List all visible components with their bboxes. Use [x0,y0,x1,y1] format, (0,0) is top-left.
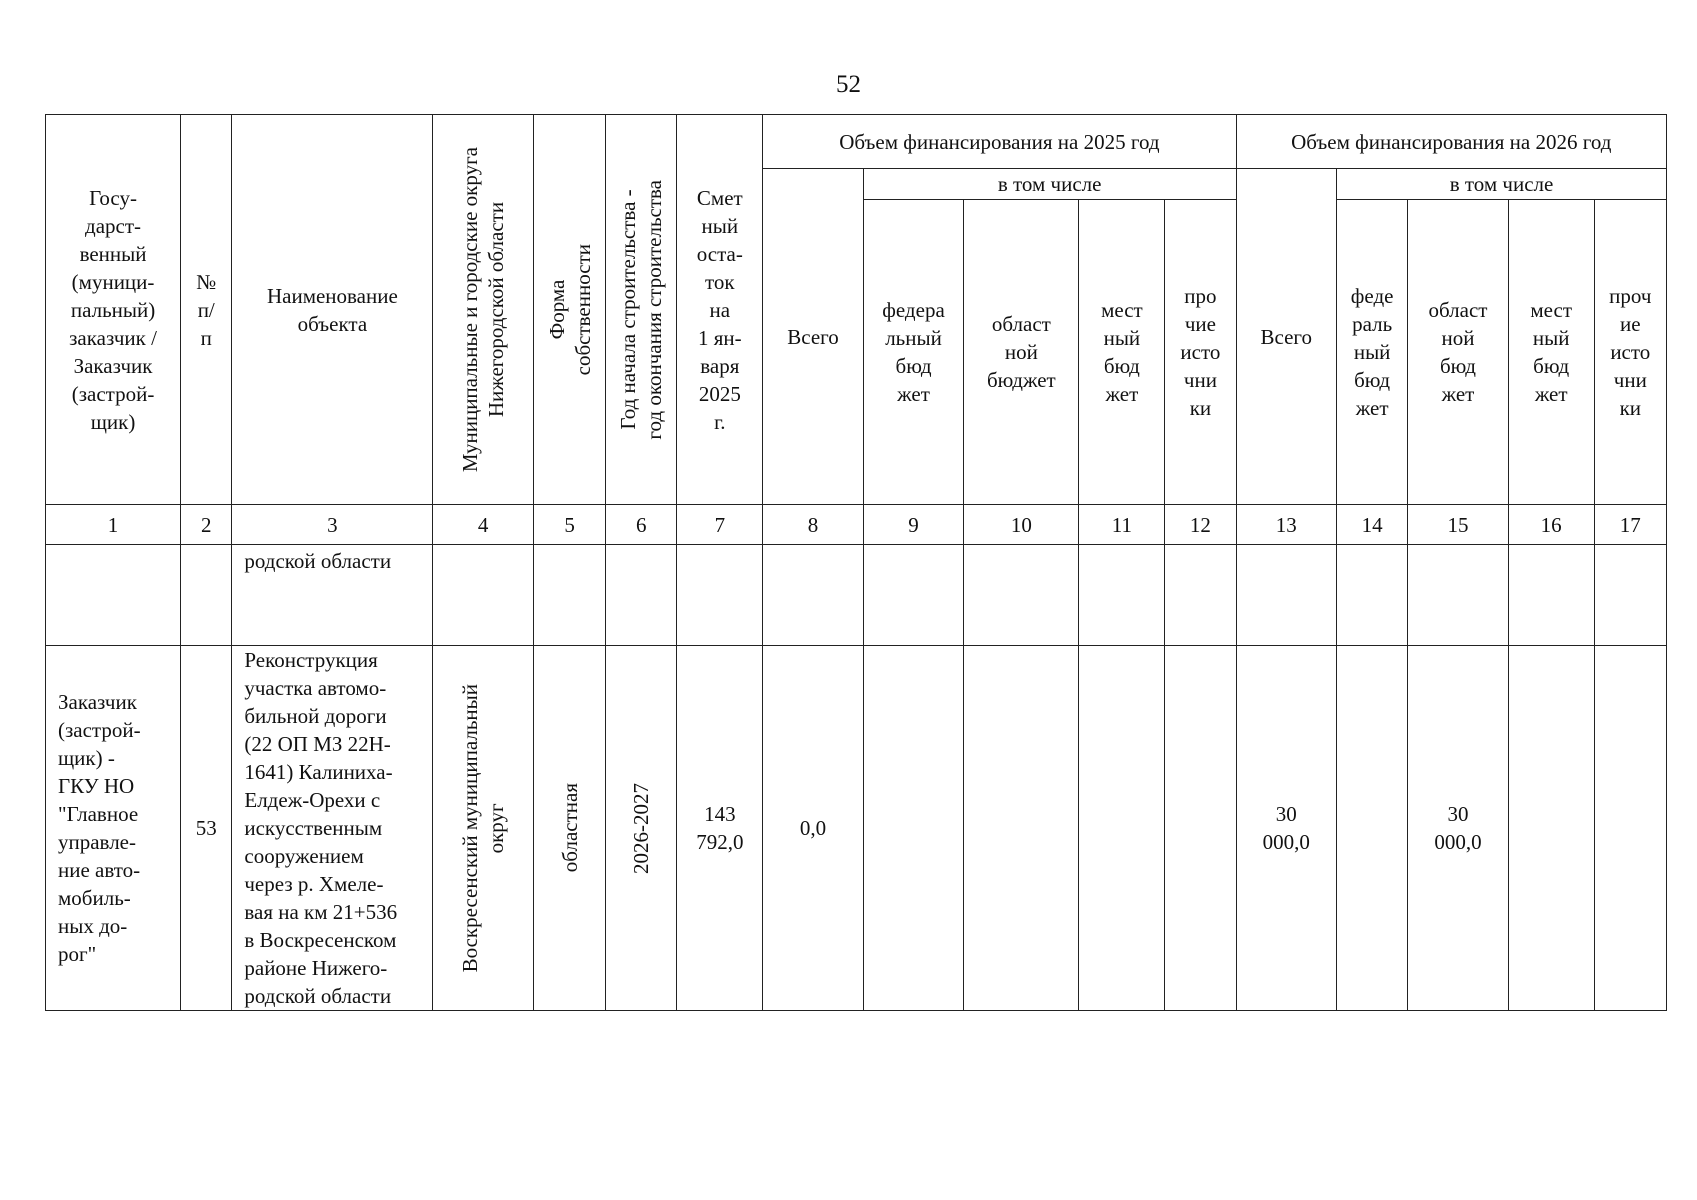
header-estimate: Смет ный оста- ток на 1 ян- варя 2025 г. [677,115,763,505]
header-local-2026: мест ный бюд жет [1508,200,1594,505]
header-local-2025: мест ный бюд жет [1079,200,1165,505]
cell-other-2026 [1594,646,1666,1011]
header-regional-2026: област ной бюд жет [1408,200,1509,505]
cell-empty [46,545,181,646]
cell-empty [1165,545,1236,646]
cell-empty [1594,545,1666,646]
header-years: Год начала строительства - год окончания строительства [606,115,677,505]
header-financing-2026: Объем финансирования на 2026 год [1236,115,1666,169]
column-number: 8 [763,505,864,545]
cell-local-2026 [1508,646,1594,1011]
column-number: 16 [1508,505,1594,545]
cell-object-name-continued: родской области [232,545,433,646]
column-number: 2 [181,505,232,545]
header-financing-2025: Объем финансирования на 2025 год [763,115,1236,169]
column-number: 3 [232,505,433,545]
cell-empty [533,545,605,646]
financing-table [45,114,1667,1011]
header-other-2025: про чие исто чни ки [1165,200,1236,505]
column-number-row [46,505,1667,545]
header-municipality: Муниципальные и городские округа Нижегородской области [433,115,534,505]
header-row-1 [46,115,1667,169]
header-total-2026: Всего [1236,169,1337,505]
column-number: 9 [863,505,964,545]
column-number: 14 [1337,505,1408,545]
header-other-2026: проч ие исто чни ки [1594,200,1666,505]
header-including-2025: в том числе [863,169,1236,200]
cell-empty [863,545,964,646]
cell-empty [433,545,534,646]
cell-years: 2026-2027 [606,646,677,1011]
cell-empty [181,545,232,646]
column-number: 4 [433,505,534,545]
cell-other-2025 [1165,646,1236,1011]
header-federal-2026: феде раль ный бюд жет [1337,200,1408,505]
cell-regional-2026: 30 000,0 [1408,646,1509,1011]
cell-empty [606,545,677,646]
column-number: 7 [677,505,763,545]
cell-estimate: 143 792,0 [677,646,763,1011]
header-ownership: Форма собственности [533,115,605,505]
header-customer: Госу- дарст- венный (муници- пальный) заказчик / Заказчик (застрой- щик) [46,115,181,505]
cell-ownership: областная [533,646,605,1011]
cell-total-2025: 0,0 [763,646,864,1011]
cell-total-2026: 30 000,0 [1236,646,1337,1011]
cell-empty [964,545,1079,646]
column-number: 11 [1079,505,1165,545]
column-number: 1 [46,505,181,545]
table-row [46,646,1667,1011]
cell-customer: Заказчик (застрой- щик) - ГКУ НО "Главное управле- ние авто- мобиль- ных до- рог" [46,646,181,1011]
cell-empty [763,545,864,646]
cell-regional-2025 [964,646,1079,1011]
table-row-continuation [46,545,1667,646]
column-number: 17 [1594,505,1666,545]
cell-empty [1236,545,1337,646]
header-regional-2025: област ной бюджет [964,200,1079,505]
cell-empty [1079,545,1165,646]
header-object-name: Наименование объекта [232,115,433,505]
column-number: 13 [1236,505,1337,545]
cell-local-2025 [1079,646,1165,1011]
column-number: 6 [606,505,677,545]
cell-empty [677,545,763,646]
cell-empty [1508,545,1594,646]
cell-federal-2026 [1337,646,1408,1011]
header-federal-2025: федера льный бюд жет [863,200,964,505]
column-number: 15 [1408,505,1509,545]
column-number: 12 [1165,505,1236,545]
page-number: 52 [836,71,861,98]
cell-federal-2025 [863,646,964,1011]
header-including-2026: в том числе [1337,169,1667,200]
column-number: 5 [533,505,605,545]
cell-municipality: Воскресенский муниципальный округ [433,646,534,1011]
cell-number: 53 [181,646,232,1011]
header-number: № п/ п [181,115,232,505]
header-total-2025: Всего [763,169,864,505]
cell-object-name: Реконструкция участка автомо- бильной дороги (22 ОП МЗ 22Н- 1641) Калиниха- Елдеж-Орехи с искусственным сооружением через р. Хмеле- вая на км 21+536 в Воскресенском районе Нижего- родской области [232,646,433,1011]
cell-empty [1408,545,1509,646]
cell-empty [1337,545,1408,646]
column-number: 10 [964,505,1079,545]
